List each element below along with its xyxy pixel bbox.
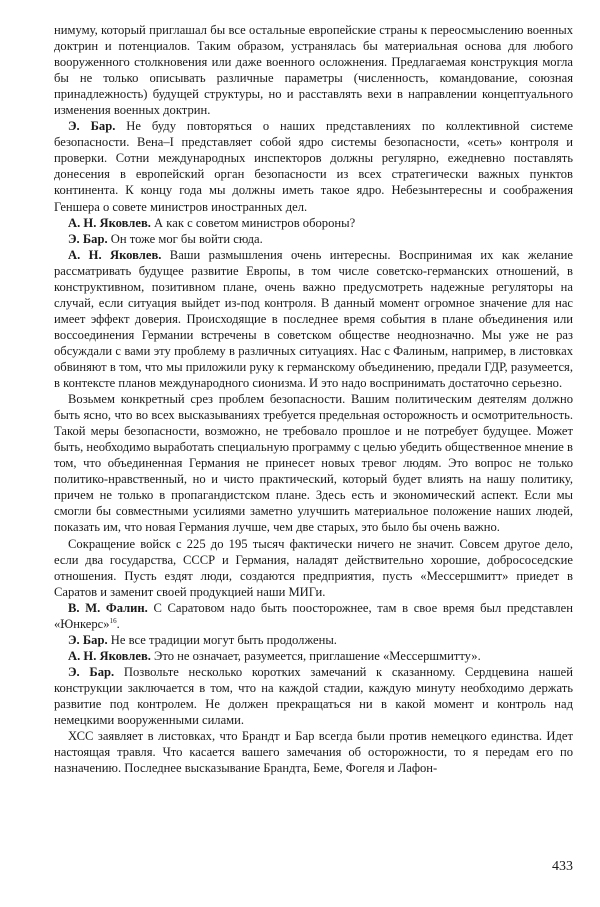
paragraph xyxy=(54,728,573,776)
paragraph xyxy=(54,118,573,214)
paragraph xyxy=(54,215,573,231)
paragraph xyxy=(54,648,573,664)
paragraph xyxy=(54,231,573,247)
footnote-marker[interactable]: 16 xyxy=(109,616,117,625)
paragraph-text: нимуму, который приглашал бы все остальные европейские страны к переосмыслению военных доктрин и потенциалов. Таким образом, устранялась бы материальная основа для любого вооруженного столкновения или даже военного осложнения. Предлагаемая конструкция могла бы не только описывать различные параметры (численность, командование, союзная принадлежность) будущей структуры, но и расставлять вехи в направлении концептуального изменения военных доктрин. xyxy=(54,23,573,118)
speaker-name: А. Н. Яковлев. xyxy=(68,648,151,663)
paragraph-text: Не буду повторяться о наших представлениях по коллективной системе безопасности. Вена–I представляет собой ядро системы безопасности, «сеть» контроля и проверки. Сотни международных инспекторов должны регулярно, ежедневно поставлять донесения в европейский орган безопасности из всех стратегически важных пунктов континента. К концу года мы должны иметь такое ядро. Небезынтересны и соображения Геншера о совете министров иностранных дел. xyxy=(54,119,573,214)
paragraph-text: Не все традиции могут быть продолжены. xyxy=(107,632,337,647)
speaker-name: Э. Бар. xyxy=(68,632,108,647)
speaker-name: Э. Бар. xyxy=(68,664,115,679)
paragraph xyxy=(54,632,573,648)
paragraph xyxy=(54,664,573,728)
paragraph-text: Это не означает, разумеется, приглашение «Мессершмитту». xyxy=(150,648,481,663)
paragraph-text: А как с советом министров обороны? xyxy=(150,215,356,230)
paragraph xyxy=(54,22,573,118)
paragraph-text: Ваши размышления очень интересны. Воспринимая их как желание рассматривать будущее развитие Европы, в том числе советско-германских отношений, в конструктивном, позитивном плане, очень важно предусмотреть надежные регуляторы на случай, если ситуация выйдет из-под контроля. В данный момент огромное значение для нас имеет эффект доверия. Происходящие в последнее время события в плане объединения или воссоединения Германии встречены в советском обществе неоднозначно. Мы уже не раз обсуждали с вами эту проблему в различных ситуациях. Нас с Фалиным, например, в листовках обвиняют в том, что мы приложили руку к германскому объединению, предали ГДР, разумеется, в контексте планов международного сионизма. И это надо воспринимать достаточно серьезно. xyxy=(54,247,573,391)
paragraph xyxy=(54,536,573,600)
text-body xyxy=(54,22,573,776)
paragraph-text: С Саратовом надо быть поосторожнее, там в свое время был представлен «Юнкерс» xyxy=(54,600,573,631)
paragraph xyxy=(54,391,573,535)
speaker-name: Э. Бар. xyxy=(68,231,108,246)
speaker-name: А. Н. Яковлев. xyxy=(68,215,151,230)
speaker-name: Э. Бар. xyxy=(68,119,116,134)
paragraph-text-end: . xyxy=(116,616,120,631)
paragraph xyxy=(54,600,573,632)
paragraph-text: ХСС заявляет в листовках, что Брандт и Бар всегда были против немецкого единства. Идет настоящая травля. Что касается вашего замечания об осторожности, то я передам его по назначению. Последнее высказывание Брандта, Беме, Фогеля и Лафон- xyxy=(54,729,573,776)
paragraph-text: Возьмем конкретный срез проблем безопасности. Вашим политическим деятелям должно быть ясно, что во всех высказываниях требуется предельная осторожность и осмотрительность. Такой меры безопасности, возможно, не требовало прошлое и не потребует будущее. Может быть, необходимо выработать специальную программу с целью убедить общественное мнение в том, что объединенная Германия не принесет новых тревог людям. Это вопрос не только политико-нравственный, но и чисто практический, который будет влиять на нашу политику, причем не только в пропагандистском плане. Здесь есть и экономический аспект. Если мы смогли бы совместными усилиями заметно улучшить материальное положение наших людей, показать им, что новая Германия лучше, чем две старых, это было бы очень важно. xyxy=(54,392,573,535)
page-number: 433 xyxy=(552,859,573,874)
paragraph-text: Он тоже мог бы войти сюда. xyxy=(107,231,263,246)
speaker-name: В. М. Фалин. xyxy=(68,600,148,615)
speaker-name: А. Н. Яковлев. xyxy=(68,247,162,262)
paragraph-text: Позвольте несколько коротких замечаний к сказанному. Сердцевина нашей конструкции заключается в том, что на каждой стадии, каждую минуту необходимо держать развитие под контролем. Не должен прекращаться ни в какой момент и контроль над немецкими вооруженными силами. xyxy=(54,664,573,728)
paragraph xyxy=(54,247,573,391)
paragraph-text: Сокращение войск с 225 до 195 тысяч фактически ничего не значит. Совсем другое дело, если два государства, СССР и Германия, наладят действительно хорошие, добрососедские отношения. Пусть ездят люди, создаются предприятия, пусть «Мессершмитт» приедет в Саратов и заменит своей продукцией наши МИГи. xyxy=(54,536,573,599)
